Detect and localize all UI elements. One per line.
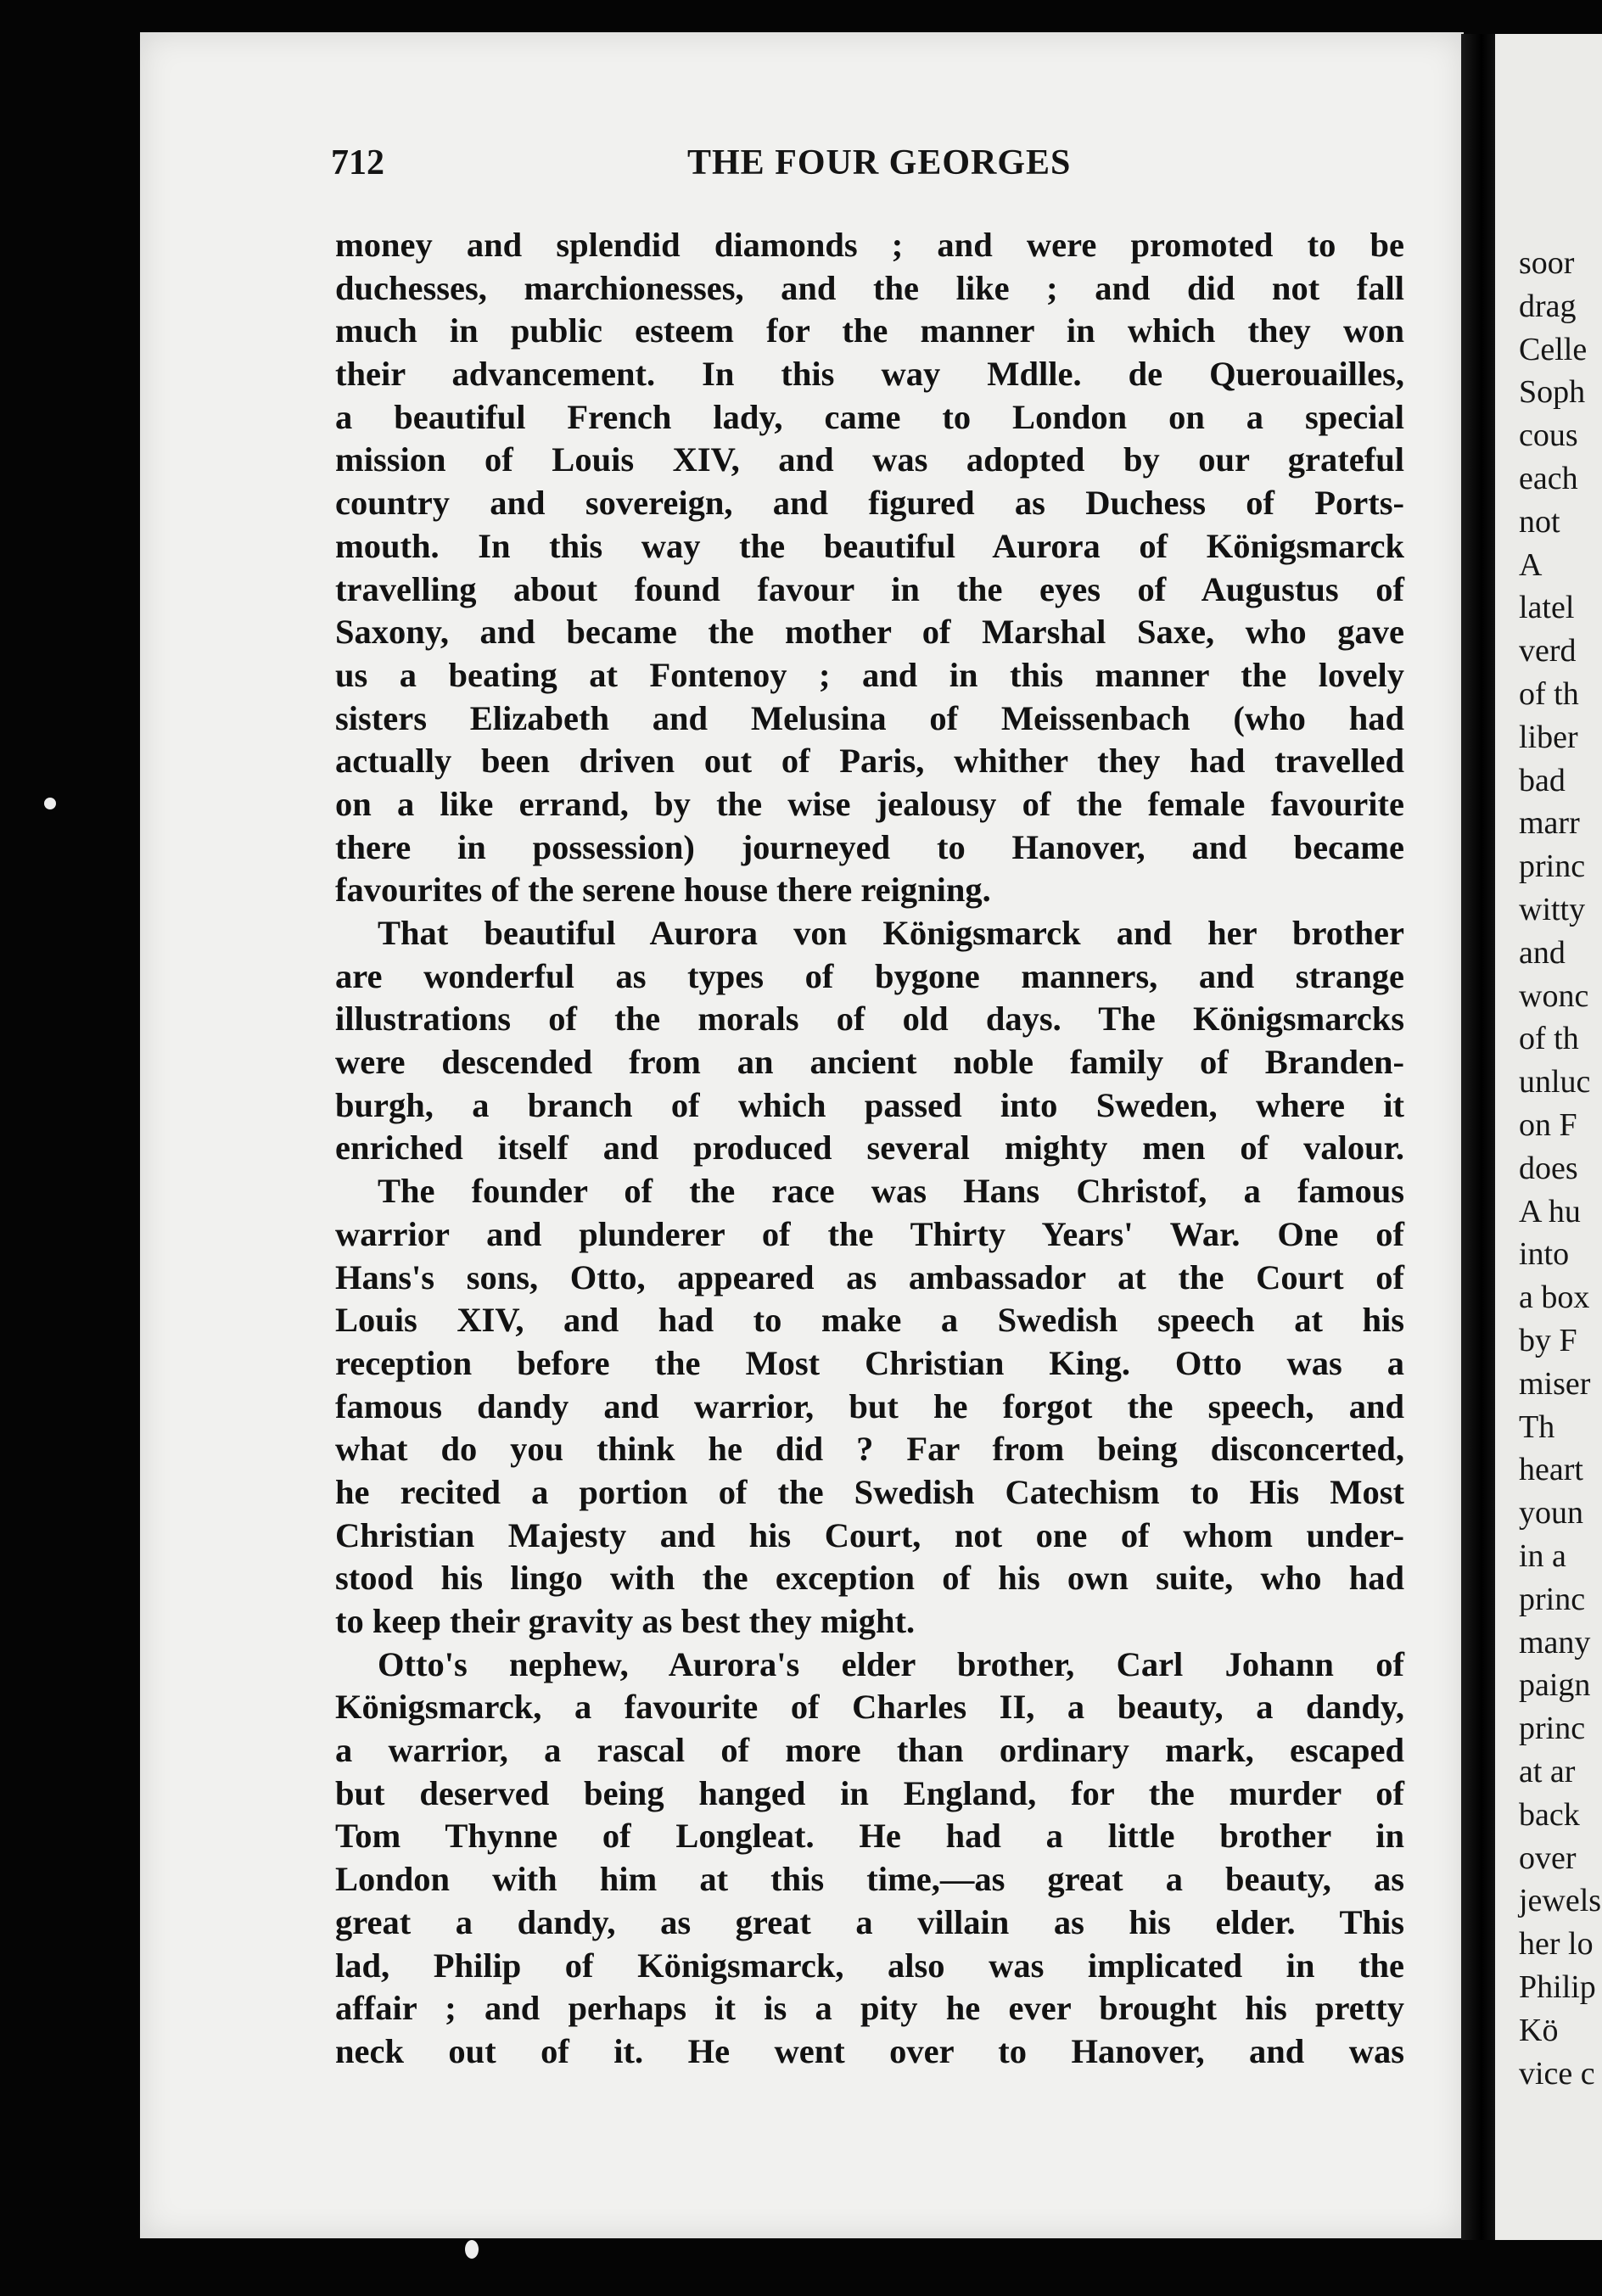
text-line: what do you think he did ? Far from being disconcerted,: [335, 1430, 1404, 1469]
facing-page-line: of th: [1519, 1021, 1579, 1057]
text-line: great a dandy, as great a villain as his elder. This: [335, 1902, 1404, 1941]
facing-page-line: Philip: [1519, 1969, 1596, 2005]
facing-page-line: princ: [1519, 1581, 1586, 1617]
facing-page-line: each: [1519, 461, 1578, 496]
facing-page-line: cous: [1519, 417, 1578, 454]
facing-page-line: drag: [1519, 288, 1577, 324]
facing-page-line: into: [1519, 1236, 1570, 1273]
text-line: Saxony, and became the mother of Marshal Saxe, who gave: [335, 613, 1404, 652]
facing-page-line: does: [1519, 1150, 1578, 1186]
running-title: THE FOUR GEORGES: [687, 143, 1072, 182]
facing-page-line: over: [1519, 1840, 1577, 1876]
text-line: Louis XIV, and had to make a Swedish speech at his: [335, 1301, 1404, 1340]
facing-page-line: verd: [1519, 633, 1577, 669]
text-line: a warrior, a rascal of more than ordinary mark, escaped: [335, 1731, 1404, 1770]
scan-speck: [465, 2240, 479, 2259]
text-line: London with him at this time,—as great a beauty, as: [335, 1860, 1404, 1899]
facing-page-line: her lo: [1519, 1926, 1594, 1963]
text-line: duchesses, marchionesses, and the like ; and did not fall: [335, 268, 1404, 307]
running-head: [331, 143, 1434, 193]
facing-page-line: on F: [1519, 1107, 1577, 1143]
facing-page-line: not: [1519, 503, 1560, 540]
text-line: warrior and plunderer of the Thirty Years' War. One of: [335, 1214, 1404, 1253]
facing-page-line: A hu: [1519, 1193, 1581, 1229]
text-line: favourites of the serene house there reigning.: [335, 871, 991, 910]
text-line: enriched itself and produced several mighty men of valour.: [335, 1128, 1404, 1168]
text-line: to keep their gravity as best they might.: [335, 1602, 916, 1640]
facing-page-line: paign: [1519, 1667, 1591, 1704]
facing-page-line: vice c: [1519, 2055, 1595, 2092]
text-line: he recited a portion of the Swedish Catechism to His Most: [335, 1472, 1404, 1511]
text-line: Tom Thynne of Longleat. He had a little brother in: [335, 1817, 1404, 1856]
facing-page-line: youn: [1519, 1495, 1583, 1532]
text-line: mission of Louis XIV, and was adopted by our grateful: [335, 440, 1404, 479]
facing-page-line: latel: [1519, 590, 1575, 626]
text-line: country and sovereign, and figured as Duchess of Ports-: [335, 484, 1404, 523]
text-line: actually been driven out of Paris, whither they had travelled: [335, 742, 1404, 781]
facing-page-line: of th: [1519, 676, 1579, 712]
facing-page-line: marr: [1519, 805, 1580, 842]
text-line: burgh, a branch of which passed into Sweden, where it: [335, 1085, 1404, 1124]
text-line: stood his lingo with the exception of his own suite, who had: [335, 1559, 1404, 1598]
facing-page-line: wonc: [1519, 977, 1589, 1014]
facing-page-line: many: [1519, 1624, 1591, 1660]
text-line: lad, Philip of Königsmarck, also was implicated in the: [335, 1946, 1404, 1985]
text-line: money and splendid diamonds ; and were promoted to be: [335, 226, 1404, 264]
facing-page: [1495, 34, 1602, 2240]
scan-speck: [44, 798, 56, 809]
text-line: us a beating at Fontenoy ; and in this manner the lovely: [335, 655, 1404, 694]
text-line: Königsmarck, a favourite of Charles II, a beauty, a dandy,: [335, 1688, 1404, 1727]
facing-page-line: princ: [1519, 1711, 1586, 1747]
facing-page-line: jewels: [1519, 1883, 1602, 1919]
facing-page-line: princ: [1519, 848, 1586, 885]
text-line: famous dandy and warrior, but he forgot the speech, and: [335, 1386, 1404, 1425]
text-line: but deserved being hanged in England, for the murder of: [335, 1773, 1404, 1812]
text-line: Christian Majesty and his Court, not one of whom under-: [335, 1515, 1404, 1554]
facing-page-line: back: [1519, 1796, 1580, 1833]
facing-page-line: unluc: [1519, 1064, 1591, 1100]
text-line: neck out of it. He went over to Hanover, and was: [335, 2031, 1404, 2070]
facing-page-line: witty: [1519, 892, 1586, 927]
facing-page-line: bad: [1519, 762, 1566, 798]
facing-page-line: in a: [1519, 1538, 1566, 1574]
facing-page-line: a box: [1519, 1280, 1590, 1316]
page-number: 712: [331, 143, 384, 182]
text-line: mouth. In this way the beautiful Aurora of Königsmarck: [335, 526, 1404, 565]
text-line: there in possession) journeyed to Hanover, and became: [335, 827, 1404, 866]
facing-page-line: Th: [1519, 1408, 1555, 1445]
text-line: on a like errand, by the wise jealousy of the female favourite: [335, 784, 1404, 823]
text-line: much in public esteem for the manner in which they won: [335, 311, 1404, 350]
facing-page-line: heart: [1519, 1452, 1583, 1488]
facing-page-line: Soph: [1519, 374, 1586, 411]
facing-page-line: and: [1519, 934, 1566, 971]
text-line: reception before the Most Christian King. Otto was a: [335, 1343, 1404, 1382]
body-text: [335, 224, 1404, 2074]
text-line: are wonderful as types of bygone manners, and strange: [335, 956, 1404, 995]
text-line: Hans's sons, Otto, appeared as ambassador at the Court of: [335, 1257, 1404, 1296]
facing-page-line: liber: [1519, 719, 1578, 755]
text-line: The founder of the race was Hans Christof, a famous: [378, 1172, 1404, 1211]
text-line: travelling about found favour in the eyes of Augustus of: [335, 569, 1404, 608]
facing-page-line: Celle: [1519, 331, 1588, 367]
text-line: their advancement. In this way Mdlle. de Querouailles,: [335, 355, 1404, 394]
facing-page-line: at ar: [1519, 1754, 1576, 1789]
facing-page-line: Kö: [1519, 2012, 1559, 2048]
text-line: a beautiful French lady, came to London on a special: [335, 397, 1404, 436]
text-line: were descended from an ancient noble family of Branden-: [335, 1043, 1404, 1082]
book-gutter: [1461, 34, 1495, 2240]
text-line: Otto's nephew, Aurora's elder brother, Carl Johann of: [378, 1644, 1404, 1683]
facing-page-line: soor: [1519, 245, 1575, 281]
text-line: That beautiful Aurora von Königsmarck and her brother: [378, 914, 1404, 952]
text-line: affair ; and perhaps it is a pity he ever brought his pretty: [335, 1989, 1404, 2028]
text-line: illustrations of the morals of old days. The Königsmarcks: [335, 1000, 1404, 1039]
facing-page-line: A: [1519, 546, 1543, 583]
text-line: sisters Elizabeth and Melusina of Meissenbach (who had: [335, 698, 1404, 737]
facing-page-line: miser: [1519, 1365, 1591, 1402]
facing-page-line: by F: [1519, 1323, 1577, 1358]
